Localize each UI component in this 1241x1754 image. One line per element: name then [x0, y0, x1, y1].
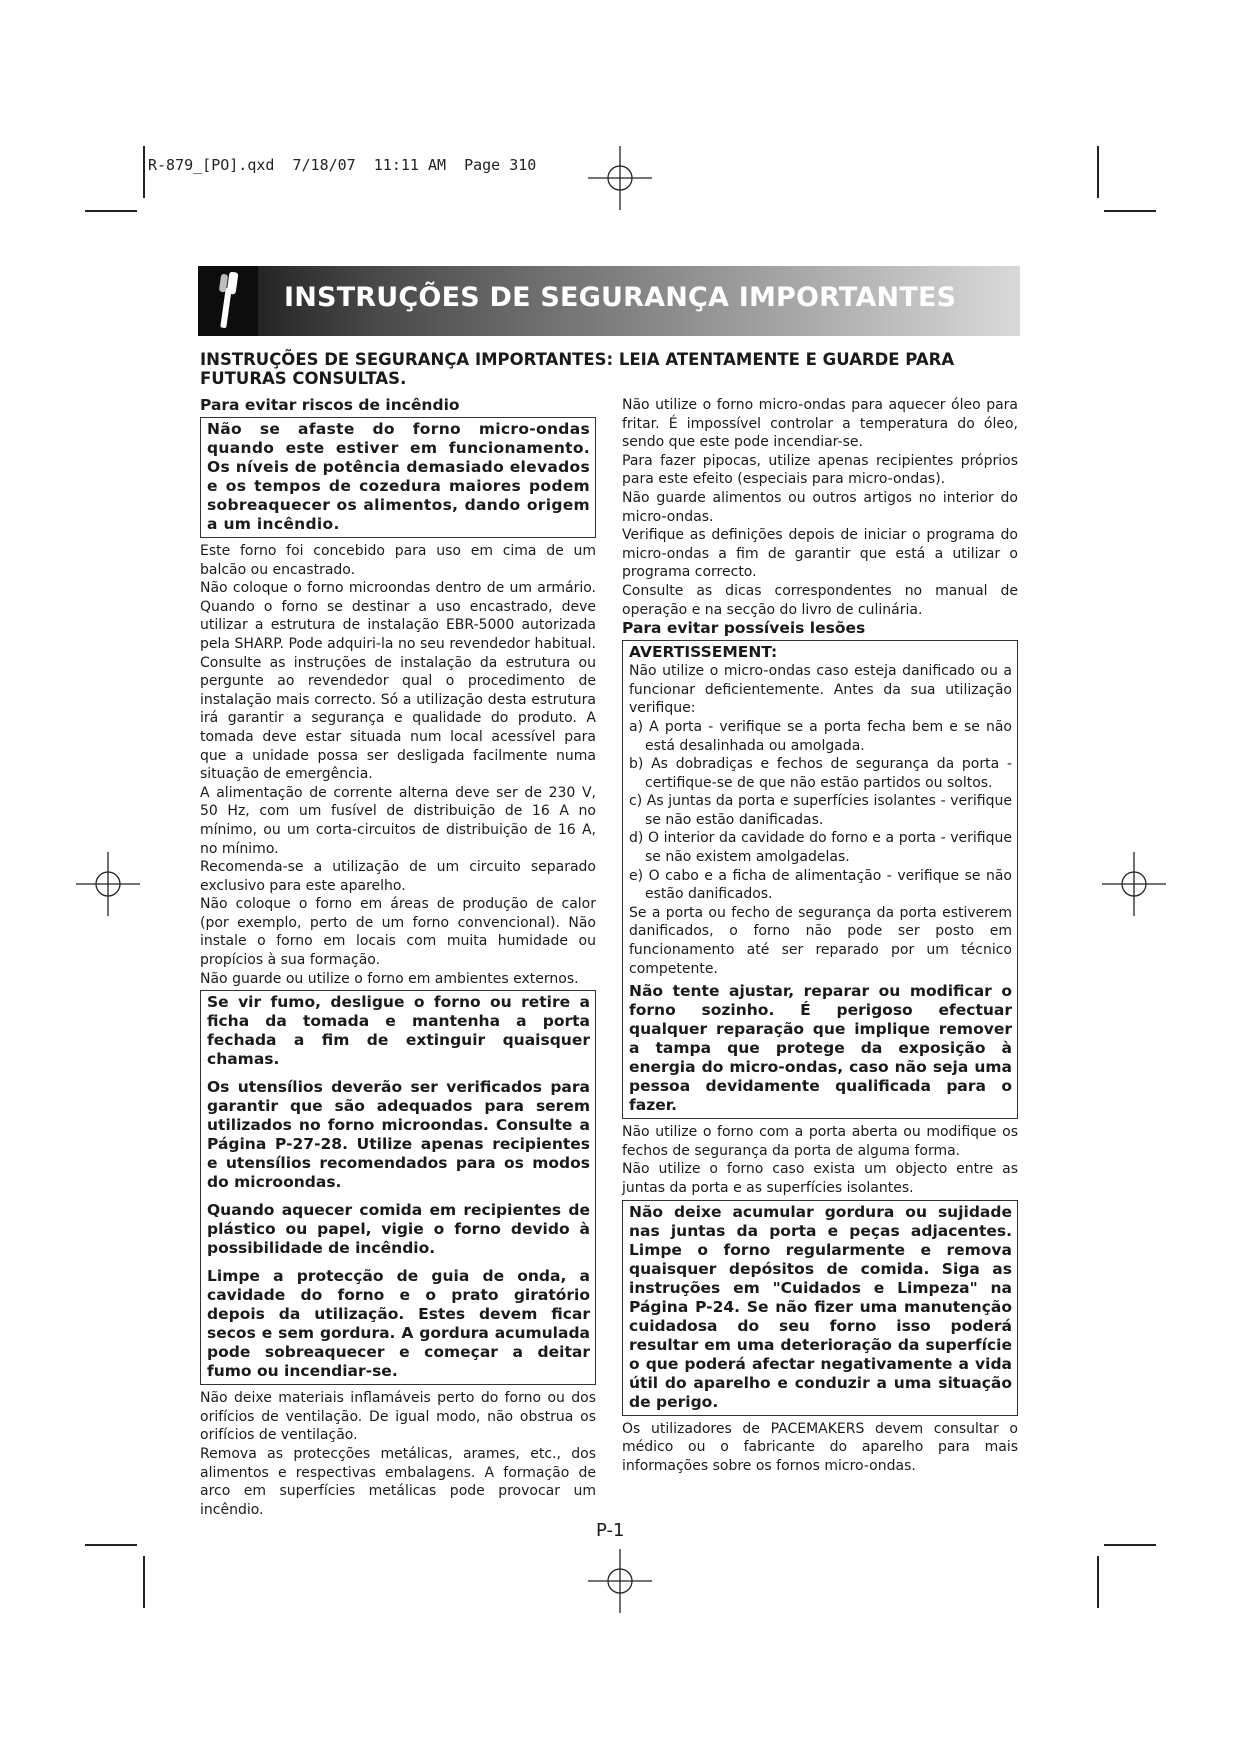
paragraph: Para fazer pipocas, utilize apenas recipientes próprios para este efeito (especiais para micro-ondas). — [622, 452, 1018, 488]
paragraph: Os utilizadores de PACEMAKERS devem consultar o médico ou o fabricante do aparelho para mais informações sobre os fornos micro-ondas. — [622, 1420, 1018, 1474]
safety-note: Os utensílios deverão ser verificados para garantir que são adequados para serem utilizados no forno microondas. Consulte a Página P-27-28. Utilize apenas recipientes e utensílios recomendados para os modos do microondas. — [207, 1078, 590, 1192]
crop-mark — [1097, 146, 1099, 198]
paragraph: Não utilize o forno micro-ondas para aquecer óleo para fritar. É impossível controlar a temperatura do óleo, sendo que este pode incendiar-se. — [622, 397, 1018, 451]
check-item: a) A porta - verifique se a porta fecha bem e se não está desalinhada ou amolgada. — [629, 718, 1012, 754]
injury-heading: Para evitar possíveis lesões — [622, 619, 866, 638]
paragraph: Não utilize o forno caso exista um objecto entre as juntas da porta e as superfícies isolantes. — [622, 1161, 1018, 1196]
fire-warning-box — [200, 417, 596, 538]
crop-mark — [1097, 1556, 1099, 1608]
main-heading: INSTRUÇÕES DE SEGURANÇA IMPORTANTES: LEIA ATENTAMENTE E GUARDE PARA FUTURAS CONSULTAS. — [200, 350, 955, 388]
warning-bold: Não tente ajustar, reparar ou modificar o forno sozinho. É perigoso efectuar qualquer reparação que implique remover a tampa que protege da exposição à energia do micro-ondas, caso não seja uma pessoa devidamente qualificada para o fazer. — [629, 982, 1012, 1115]
warning-box — [622, 640, 1018, 1119]
crop-mark — [85, 210, 137, 212]
paragraph: Consulte as dicas correspondentes no manual de operação e na secção do livro de culinária. — [622, 582, 1018, 618]
warning-after: Se a porta ou fecho de segurança da porta estiverem danificados, o forno não pode ser posto em funcionamento até ser reparado por um técnico competente. — [629, 904, 1012, 977]
paragraph: Remova as protecções metálicas, arames, etc., dos alimentos e respectivas embalagens. A formação de arco em superfícies metálicas pode provocar um incêndio. — [200, 1446, 596, 1518]
safety-note: Quando aquecer comida em recipientes de plástico ou papel, vigie o forno devido à possibilidade de incêndio. — [207, 1201, 590, 1258]
check-item: b) As dobradiças e fechos de segurança da porta - certifique-se de que não estão partidos ou soltos. — [629, 756, 1012, 791]
paragraph: Não coloque o forno em áreas de produção de calor (por exemplo, perto de um forno convencional). Não instale o forno em locais com muita humidade ou propícios à sua formação. — [200, 896, 596, 969]
check-item: e) O cabo e a ficha de alimentação - verifique se não estão danificados. — [629, 867, 1012, 903]
left-column — [200, 396, 596, 1519]
crop-mark — [143, 146, 145, 198]
paragraph: Recomenda-se a utilização de um circuito separado exclusivo para este aparelho. — [200, 859, 596, 894]
right-column — [622, 396, 1018, 1475]
section-banner — [198, 266, 1020, 336]
safety-note: Limpe a protecção de guia de onda, a cavidade do forno e o prato giratório depois da utilização. Estes devem ficar secos e sem gordura. A gordura acumulada pode sobreaquecer e começar a deitar fumo ou incendiar-se. — [207, 1267, 590, 1381]
crop-mark — [85, 1544, 137, 1546]
registration-mark-icon — [588, 146, 652, 210]
paragraph: A alimentação de corrente alterna deve ser de 230 V, 50 Hz, com um fusível de distribuição de 16 A no mínimo, ou um corta-circuitos de distribuição de 16 A, no mínimo. — [200, 784, 596, 857]
cleaning-text: Não deixe acumular gordura ou sujidade nas juntas da porta e peças adjacentes. Limpe o forno regularmente e remova quaisquer depósitos de comida. Siga as instruções em "Cuidados e Limpeza" na Página P-24. Se não fizer uma manutenção cuidadosa do seu forno isso poderá resultar em uma deterioração da superfície o que poderá afectar negativamente a vida útil do aparelho e conduzir a uma situação de perigo. — [629, 1202, 1012, 1411]
paragraph: Não coloque o forno microondas dentro de um armário. Quando o forno se destinar a uso encastrado, deve utilizar a estrutura de instalação EBR-5000 autorizada pela SHARP. Pode adquiri-la no seu revendedor habitual. Consulte as instruções de instalação da estrutura ou pergunte ao revendedor qual o procedimento de instalação mais correcto. Só a utilização desta estrutura irá garantir a segurança e qualidade do produto. A tomada deve estar situada num local acessível para que a unidade possa ser desligada facilmente numa situação de emergência. — [200, 580, 596, 783]
paragraph: Não guarde alimentos ou outros artigos no interior do micro-ondas. — [622, 489, 1018, 525]
crop-mark — [143, 1556, 145, 1608]
cleaning-box — [622, 1200, 1018, 1416]
safety-note: Se vir fumo, desligue o forno ou retire a ficha da tomada e mantenha a porta fechada a fim de extinguir quaisquer chamas. — [207, 993, 590, 1069]
print-slug: R-879_[PO].qxd 7/18/07 11:11 AM Page 310 — [148, 156, 537, 174]
paragraph: Não guarde ou utilize o forno em ambientes externos. — [200, 970, 579, 987]
warning-intro: Não utilize o micro-ondas caso esteja danificado ou a funcionar deficientemente. Antes da sua utilização verifique: — [629, 663, 1012, 717]
safety-notes-box — [200, 990, 596, 1385]
warning-title: AVERTISSEMENT: — [629, 643, 778, 662]
crop-mark — [1104, 210, 1156, 212]
fire-heading: Para evitar riscos de incêndio — [200, 396, 460, 414]
check-item: d) O interior da cavidade do forno e a porta - verifique se não existem amolgadelas. — [629, 830, 1012, 866]
page-number: P-1 — [596, 1520, 625, 1541]
crop-mark — [1104, 1544, 1156, 1546]
paragraph: Não deixe materiais inflamáveis perto do forno ou dos orifícios de ventilação. De igual modo, não obstrua os orifícios de ventilação. — [200, 1390, 596, 1444]
wrench-screwdriver-icon — [198, 266, 258, 336]
check-item: c) As juntas da porta e superfícies isolantes - verifique se não estão danificadas. — [629, 793, 1012, 828]
fire-warning-text: Não se afaste do forno micro-ondas quando este estiver em funcionamento. Os níveis de potência demasiado elevados e os tempos de cozedura maiores podem sobreaquecer os alimentos, dando origem a um incêndio. — [207, 420, 590, 533]
registration-mark-icon — [588, 1549, 652, 1613]
banner-title: INSTRUÇÕES DE SEGURANÇA IMPORTANTES — [284, 282, 957, 313]
registration-mark-icon — [1102, 852, 1166, 916]
paragraph: Este forno foi concebido para uso em cima de um balcão ou encastrado. — [200, 543, 596, 578]
registration-mark-icon — [76, 852, 140, 916]
paragraph: Não utilize o forno com a porta aberta ou modifique os fechos de segurança da porta de alguma forma. — [622, 1124, 1018, 1159]
paragraph: Verifique as definições depois de iniciar o programa do micro-ondas a fim de garantir que está a utilizar o programa correcto. — [622, 527, 1018, 581]
